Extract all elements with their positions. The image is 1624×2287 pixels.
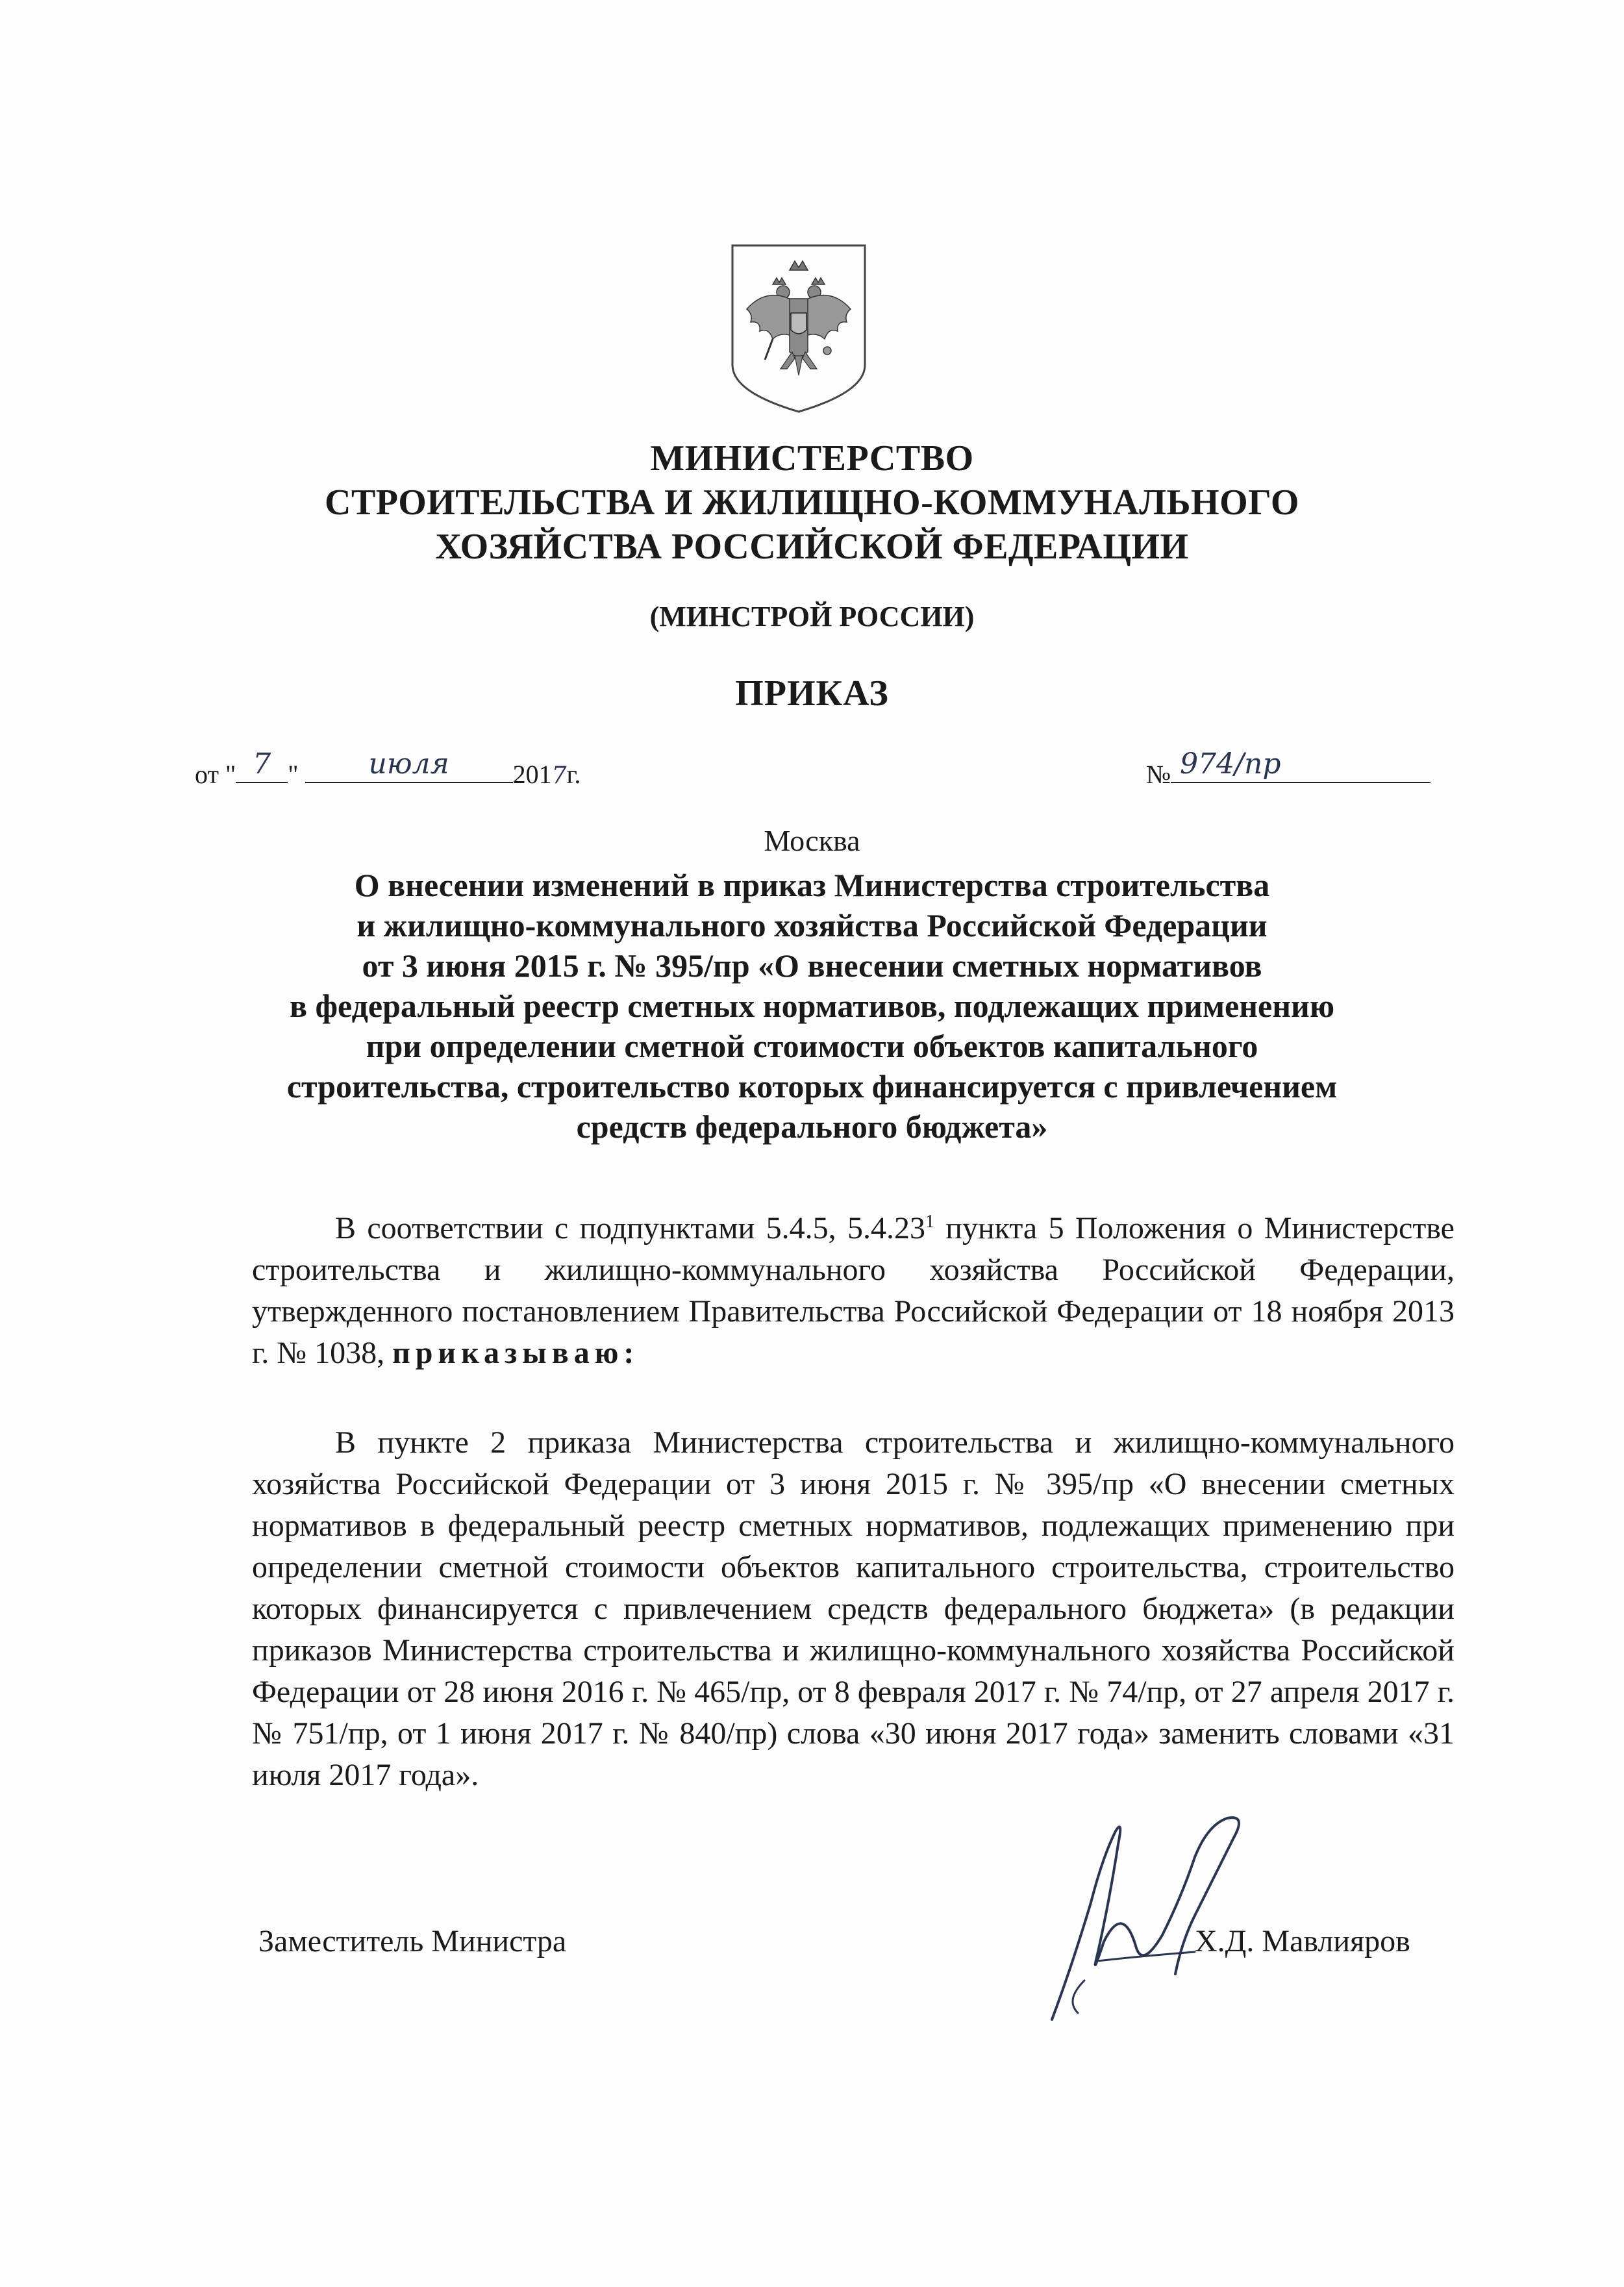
handwritten-signature (1000, 1805, 1299, 2039)
preamble-paragraph (252, 1208, 1455, 1374)
date-prefix: от " (195, 760, 236, 789)
date-year-prefix: 201 (512, 760, 552, 789)
date-quote: " (288, 760, 299, 789)
title-line: в федеральный реестр сметных нормативов, подлежащих применению (289, 988, 1335, 1024)
date-day-field (236, 747, 288, 783)
date-line (195, 747, 581, 792)
date-month-field (305, 747, 513, 783)
document-type: ПРИКАЗ (735, 673, 889, 714)
superscript-footnote: 1 (925, 1212, 934, 1232)
title-line: О внесении изменений в приказ Министерства строительства (354, 867, 1270, 903)
preamble-text-b: пункта 5 Положения о Министерстве строительства и жилищно-коммунального хозяйства Российской Федерации, утвержденного постановлением Правительства Российской Федерации от 18 ноября 2013 г. № 1038, (252, 1211, 1455, 1370)
city: Москва (764, 824, 860, 857)
title-line: строительства, строительство которых финансируется с привлечением (286, 1068, 1338, 1105)
ministry-line: СТРОИТЕЛЬСТВА И ЖИЛИЩНО-КОММУНАЛЬНОГО (325, 482, 1299, 523)
ministry-short-name: (МИНСТРОЙ РОССИИ) (649, 601, 975, 632)
date-month-handwritten: июля (368, 747, 449, 781)
date-year-handwritten: 7 (551, 762, 567, 789)
order-paragraph: В пункте 2 приказа Министерства строительства и жилищно-коммунального хозяйства Российской Федерации от 3 июня 2015 г. № 395/пр «О внесении сметных нормативов в федеральный реестр сметных нормативов, подлежащих применению при определении сметной стоимости объектов капитального строительства, строительство которых финансируется с привлечением средств федерального бюджета» (в редакции приказов Министерства строительства и жилищно-коммунального хозяйства Российской Федерации от 28 июня 2016 г. № 465/пр, от 8 февраля 2017 г. № 74/пр, от 27 апреля 2017 г. № 751/пр, от 1 июня 2017 г. № 840/пр) слова «30 июня 2017 года» заменить словами «31 июля 2017 года». (252, 1425, 1455, 1792)
document-title (0, 865, 1624, 1147)
number-line (1146, 747, 1430, 790)
title-line: и жилищно-коммунального хозяйства Российской Федерации (356, 907, 1268, 944)
title-line: от 3 июня 2015 г. № 395/пр «О внесении сметных нормативов (362, 947, 1262, 984)
number-field (1171, 747, 1430, 783)
title-line: при определении сметной стоимости объектов капитального (366, 1028, 1258, 1064)
order-keyword: приказываю: (392, 1336, 640, 1370)
preamble-text-a: В соответствии с подпунктами 5.4.5, 5.4.23 (335, 1211, 925, 1245)
coat-of-arms-emblem (727, 242, 870, 416)
signatory-name: Х.Д. Мавлияров (1195, 1924, 1410, 1958)
ministry-line: ХОЗЯЙСТВА РОССИЙСКОЙ ФЕДЕРАЦИИ (435, 527, 1189, 567)
number-label: № (1146, 760, 1171, 789)
title-line: средств федерального бюджета» (576, 1108, 1048, 1145)
ministry-heading (0, 436, 1624, 569)
signatory-position: Заместитель Министра (258, 1924, 567, 1958)
ministry-line: МИНИСТЕРСТВО (650, 438, 974, 479)
date-day-handwritten: 7 (253, 747, 271, 781)
date-suffix: г. (566, 760, 581, 789)
number-handwritten: 974/пр (1180, 747, 1281, 781)
